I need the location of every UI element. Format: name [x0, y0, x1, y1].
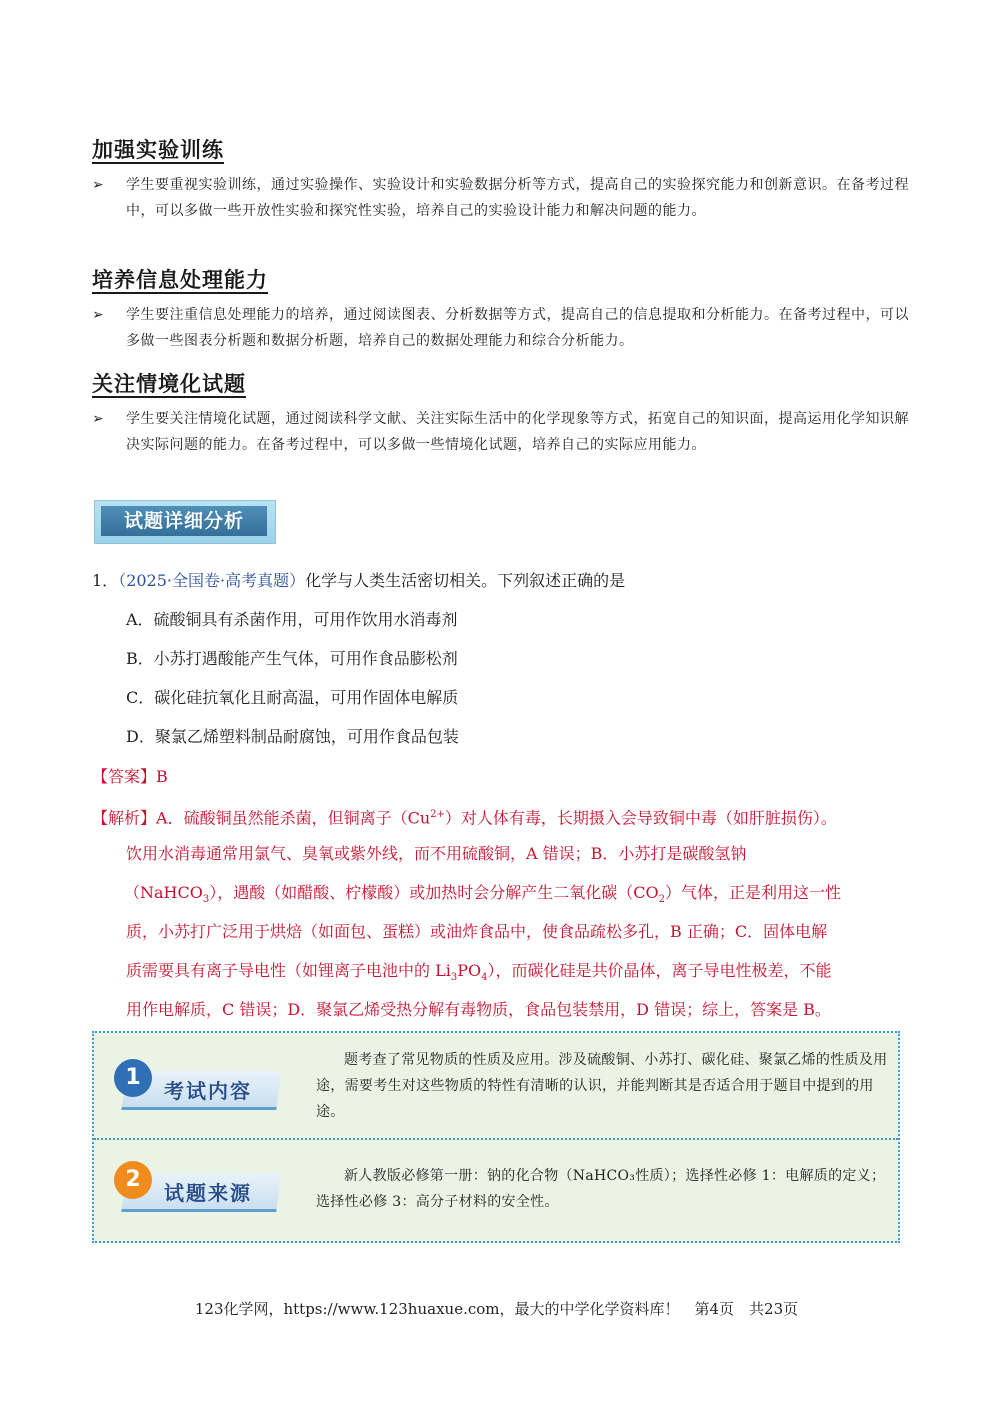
- arrow-bullet-icon: ➢: [92, 177, 104, 193]
- explanation-line-5: [126, 960, 832, 989]
- analysis-banner: [94, 500, 276, 544]
- question-source-text: 新人教版必修第一册：钠的化合物（NaHCO₃性质）；选择性必修 1：电解质的定义；选择性必修 3：高分子材料的安全性。: [316, 1168, 886, 1210]
- superscript: 2+: [430, 809, 445, 820]
- question-stem: [92, 570, 625, 592]
- bullet-experiment: [92, 172, 914, 224]
- tag-label: 试题来源: [164, 1181, 252, 1205]
- section-heading-information: 培养信息处理能力: [92, 267, 268, 292]
- bullet-text: 学生要注重信息处理能力的培养，通过阅读图表、分析数据等方式，提高自己的信息提取和分析能力。在备考过程中，可以多做一些图表分析题和数据分析题，培养自己的数据处理能力和综合分析能力。: [126, 307, 909, 349]
- analysis-banner-label: 试题详细分析: [101, 506, 267, 536]
- explanation-line-4: 质，小苏打广泛用于烘焙（如面包、蛋糕）或油炸食品中，使食品疏松多孔，B 正确；C．固体电解: [126, 922, 828, 941]
- arrow-bullet-icon: ➢: [92, 411, 104, 427]
- question-number: 1．: [92, 571, 119, 590]
- subscript: 2: [658, 894, 665, 906]
- arrow-bullet-icon: ➢: [92, 307, 104, 323]
- explanation-text: 质需要具有离子导电性（如锂离子电池中的 Li: [126, 961, 451, 980]
- page-footer: 123化学网，https://www.123huaxue.com，最大的中学化学资料库！ 第4页 共23页: [194, 1300, 799, 1318]
- explanation-line-2: 饮用水消毒通常用氯气、臭氧或紫外线，而不用硫酸铜，A 错误；B．小苏打是碳酸氢钠: [126, 844, 747, 863]
- explanation-label: 【解析】: [92, 808, 157, 828]
- explanation-text: PO: [457, 961, 482, 980]
- bullet-text: 学生要关注情境化试题，通过阅读科学文献、关注实际生活中的化学现象等方式，拓宽自己的知识面，提高运用化学知识解决实际问题的能力。在备考过程中，可以多做一些情境化试题，培养自己的实际应用能力。: [126, 411, 909, 453]
- number-badge: 1: [114, 1059, 152, 1097]
- number-badge: 2: [114, 1161, 152, 1199]
- section-heading-experiment: 加强实验训练: [92, 137, 224, 162]
- exam-content-text: 题考查了常见物质的性质及应用。涉及硫酸铜、小苏打、碳化硅、聚氯乙烯的性质及用途，需要考生对这些物质的特性有清晰的认识，并能判断其是否适合用于题目中提到的用途。: [316, 1052, 888, 1120]
- explanation-line-6: 用作电解质，C 错误；D．聚氯乙烯受热分解有毒物质，食品包装禁用，D 错误；综上，答案是 B。: [126, 1000, 831, 1019]
- option-c: C．碳化硅抗氧化且耐高温，可用作固体电解质: [126, 688, 459, 707]
- bullet-information: [92, 302, 914, 354]
- question-source: （2025·全国卷·高考真题）: [118, 571, 306, 590]
- explanation-text: ）对人体有毒，长期摄入会导致铜中毒（如肝脏损伤）。: [444, 808, 837, 828]
- subscript: 3: [450, 972, 458, 984]
- explanation-line-1: [92, 804, 837, 829]
- explanation-text: ）气体，正是利用这一性: [664, 883, 841, 902]
- tag-label: 考试内容: [164, 1079, 252, 1103]
- explanation-text: A．硫酸铜虽然能杀菌，但铜离子（Cu: [156, 808, 431, 828]
- bullet-context: [92, 406, 914, 458]
- explanation-line-3: [124, 882, 841, 911]
- option-a: A．硫酸铜具有杀菌作用，可用作饮用水消毒剂: [126, 610, 458, 629]
- explanation-text: ），而碳化硅是共价晶体，离子导电性极差，不能: [487, 961, 832, 980]
- tag-exam-content: [114, 1059, 279, 1107]
- box-divider: [94, 1138, 898, 1140]
- subscript: 4: [481, 972, 488, 984]
- bullet-text: 学生要重视实验训练，通过实验操作、实验设计和实验数据分析等方式，提高自己的实验探究能力和创新意识。在备考过程中，可以多做一些开放性实验和探究性实验，培养自己的实验设计能力和解决问题的能力。: [126, 177, 909, 219]
- question-text: 化学与人类生活密切相关。下列叙述正确的是: [305, 571, 626, 590]
- section-heading-context: 关注情境化试题: [92, 371, 246, 396]
- explanation-text: （NaHCO: [124, 883, 203, 902]
- answer: 【答案】B: [92, 767, 168, 786]
- tag-question-source: [114, 1161, 279, 1209]
- exam-info-box: [92, 1031, 900, 1243]
- option-d: D．聚氯乙烯塑料制品耐腐蚀，可用作食品包装: [126, 727, 459, 746]
- explanation-text: ），遇酸（如醋酸、柠檬酸）或加热时会分解产生二氧化碳（CO: [209, 883, 659, 902]
- option-b: B．小苏打遇酸能产生气体，可用作食品膨松剂: [126, 649, 458, 668]
- subscript: 3: [202, 894, 210, 906]
